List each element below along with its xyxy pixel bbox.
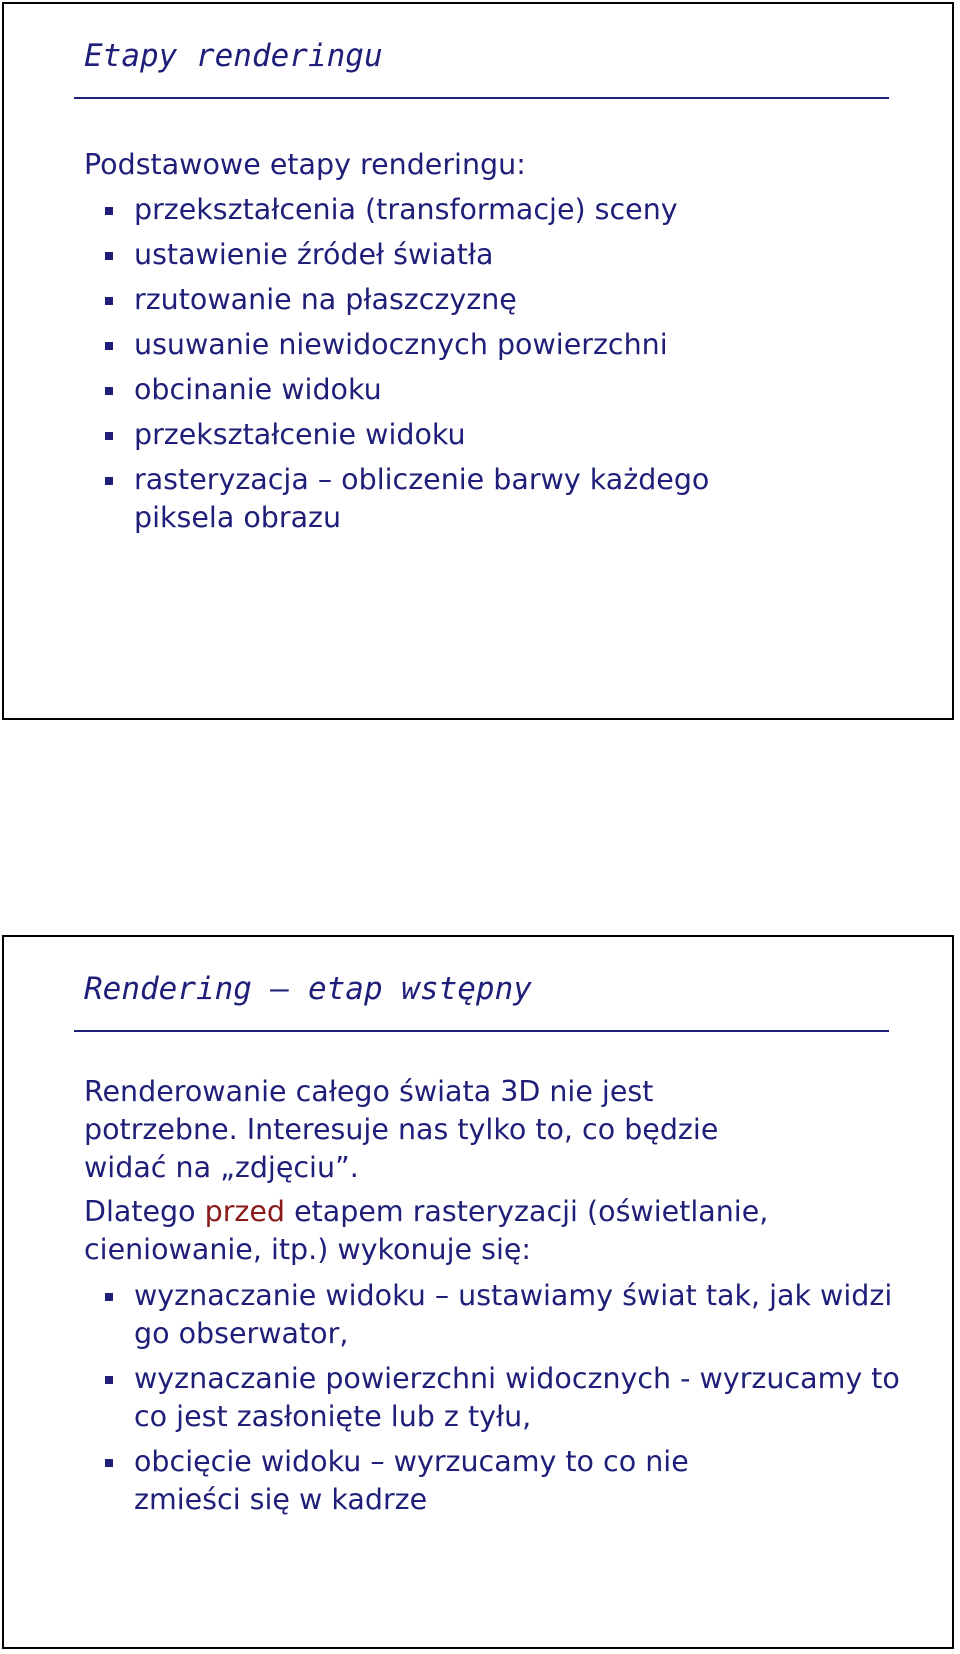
bullet-list [84, 191, 922, 537]
square-bullet-icon [105, 207, 113, 215]
square-bullet-icon [105, 1459, 113, 1467]
list-item [84, 371, 922, 409]
title-rule [74, 97, 889, 99]
list-item [84, 281, 922, 319]
list-item-text: obcięcie widoku – wyrzucamy to co nie zmieści się w kadrze [134, 1445, 689, 1516]
paragraph-text: Dlatego [84, 1195, 205, 1228]
list-item [84, 191, 922, 229]
square-bullet-icon [105, 252, 113, 260]
list-item [84, 236, 922, 274]
title-rule [74, 1030, 889, 1032]
list-item-text: przekształcenie widoku [134, 418, 466, 451]
emphasis-word: przed [204, 1195, 286, 1228]
square-bullet-icon [105, 432, 113, 440]
list-item-text: usuwanie niewidocznych powierzchni [134, 328, 668, 361]
list-item-text: wyznaczanie widoku – ustawiamy świat tak, jak widzi go obserwator, [134, 1279, 893, 1350]
list-item-text: rasteryzacja – obliczenie barwy każdego piksela obrazu [134, 463, 710, 534]
slide-body [84, 146, 922, 537]
list-item-text: przekształcenia (transformacje) sceny [134, 193, 678, 226]
slide-title: Etapy renderingu [84, 38, 383, 74]
slide-etap-wstepny [2, 935, 954, 1649]
square-bullet-icon [105, 387, 113, 395]
list-item [84, 1443, 922, 1519]
paragraph-text: etapem rasteryzacji (oświetlanie, cieniowanie, itp.) wykonuje się: [84, 1195, 769, 1266]
list-item-text: ustawienie źródeł światła [134, 238, 494, 271]
list-item-text: rzutowanie na płaszczyznę [134, 283, 517, 316]
slide-body [84, 1073, 922, 1526]
square-bullet-icon [105, 297, 113, 305]
list-item [84, 416, 922, 454]
square-bullet-icon [105, 342, 113, 350]
intro-text: Podstawowe etapy renderingu: [84, 148, 526, 181]
paragraph-dlatego [84, 1193, 922, 1269]
paragraph-intro: Renderowanie całego świata 3D nie jest potrzebne. Interesuje nas tylko to, co będzie widać na „zdjęciu”. [84, 1075, 719, 1184]
list-item [84, 1277, 922, 1353]
list-item-text: obcinanie widoku [134, 373, 382, 406]
list-item [84, 1360, 922, 1436]
square-bullet-icon [105, 1293, 113, 1301]
square-bullet-icon [105, 477, 113, 485]
list-item [84, 326, 922, 364]
bullet-list [84, 1277, 922, 1519]
slide-etapy-renderingu [2, 2, 954, 720]
list-item-text: wyznaczanie powierzchni widocznych - wyrzucamy to co jest zasłonięte lub z tyłu, [134, 1362, 900, 1433]
slide-title: Rendering – etap wstępny [84, 971, 532, 1007]
list-item [84, 461, 922, 537]
square-bullet-icon [105, 1376, 113, 1384]
